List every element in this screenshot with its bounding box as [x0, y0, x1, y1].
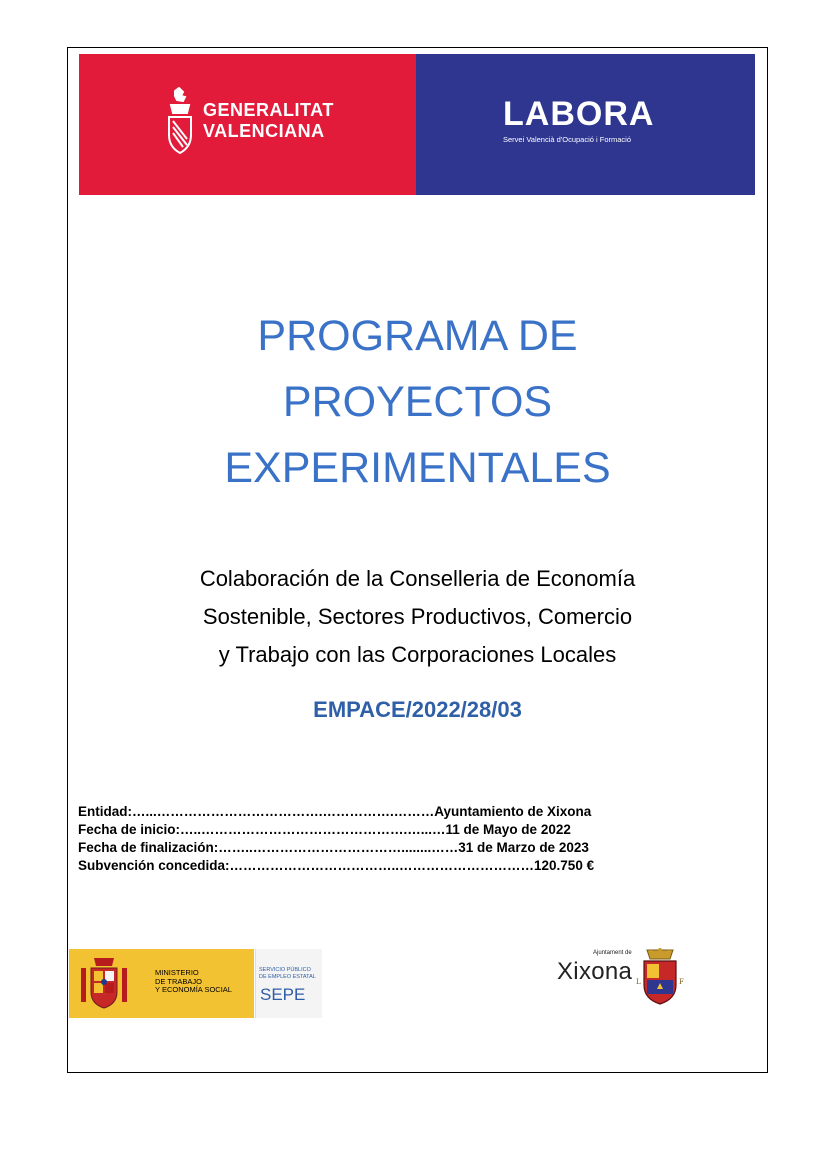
sepe-small-text — [259, 967, 316, 980]
labora-subtitle: Servei Valencià d'Ocupació i Formació — [503, 135, 632, 144]
title-line-1: PROGRAMA DE — [257, 312, 578, 360]
subtitle — [67, 560, 768, 674]
sepe-name: SEPE — [260, 985, 306, 1004]
spain-coat-of-arms-icon — [79, 954, 129, 1010]
xixona-coat-of-arms-icon — [633, 947, 687, 1007]
svg-text:L: L — [636, 978, 641, 986]
page-title — [67, 303, 768, 501]
sepe-small-line-2: DE EMPLEO ESTATAL — [259, 973, 316, 980]
generalitat-line-1: GENERALITAT — [203, 100, 334, 120]
subtitle-line-3: y Trabajo con las Corporaciones Locales — [218, 642, 617, 667]
ministerio-line-2: DE TRABAJO — [155, 976, 202, 986]
ministerio-line-1: MINISTERIO — [155, 968, 199, 977]
ministerio-line-3: Y ECONOMÍA SOCIAL — [155, 985, 232, 994]
generalitat-line-2: VALENCIANA — [203, 121, 325, 141]
info-fecha-finalizacion: Fecha de finalización:……..……………………………........……31 de Marzo de 2023 — [78, 840, 589, 855]
sepe-logo — [255, 949, 322, 1018]
info-subvencion: Subvención concedida:………………………………..…………………………120.750 € — [78, 858, 595, 873]
title-line-3: EXPERIMENTALES — [224, 444, 611, 492]
labora-logo-text: LABORA — [503, 95, 655, 133]
sepe-small-line-1: SERVICIO PÚBLICO — [259, 967, 311, 973]
generalitat-emblem-icon — [165, 87, 195, 155]
expedient-code: EMPACE/2022/28/03 — [313, 697, 522, 722]
xixona-small-text: Ajuntament de — [593, 950, 632, 956]
generalitat-name — [203, 100, 334, 142]
info-entidad: Entidad:…...……………………………….…………….………Ayuntamiento de Xixona — [78, 804, 592, 819]
xixona-name: Xixona — [557, 958, 633, 985]
ministerio-name — [155, 969, 232, 995]
title-line-2: PROYECTOS — [282, 378, 553, 426]
info-fecha-inicio: Fecha de inicio:…..……………………………………….…...…11 de Mayo de 2022 — [78, 822, 571, 837]
svg-text:F: F — [679, 978, 684, 986]
subtitle-line-2: Sostenible, Sectores Productivos, Comercio — [202, 604, 633, 629]
subtitle-line-1: Colaboración de la Conselleria de Economía — [199, 566, 636, 591]
project-info — [78, 803, 594, 875]
